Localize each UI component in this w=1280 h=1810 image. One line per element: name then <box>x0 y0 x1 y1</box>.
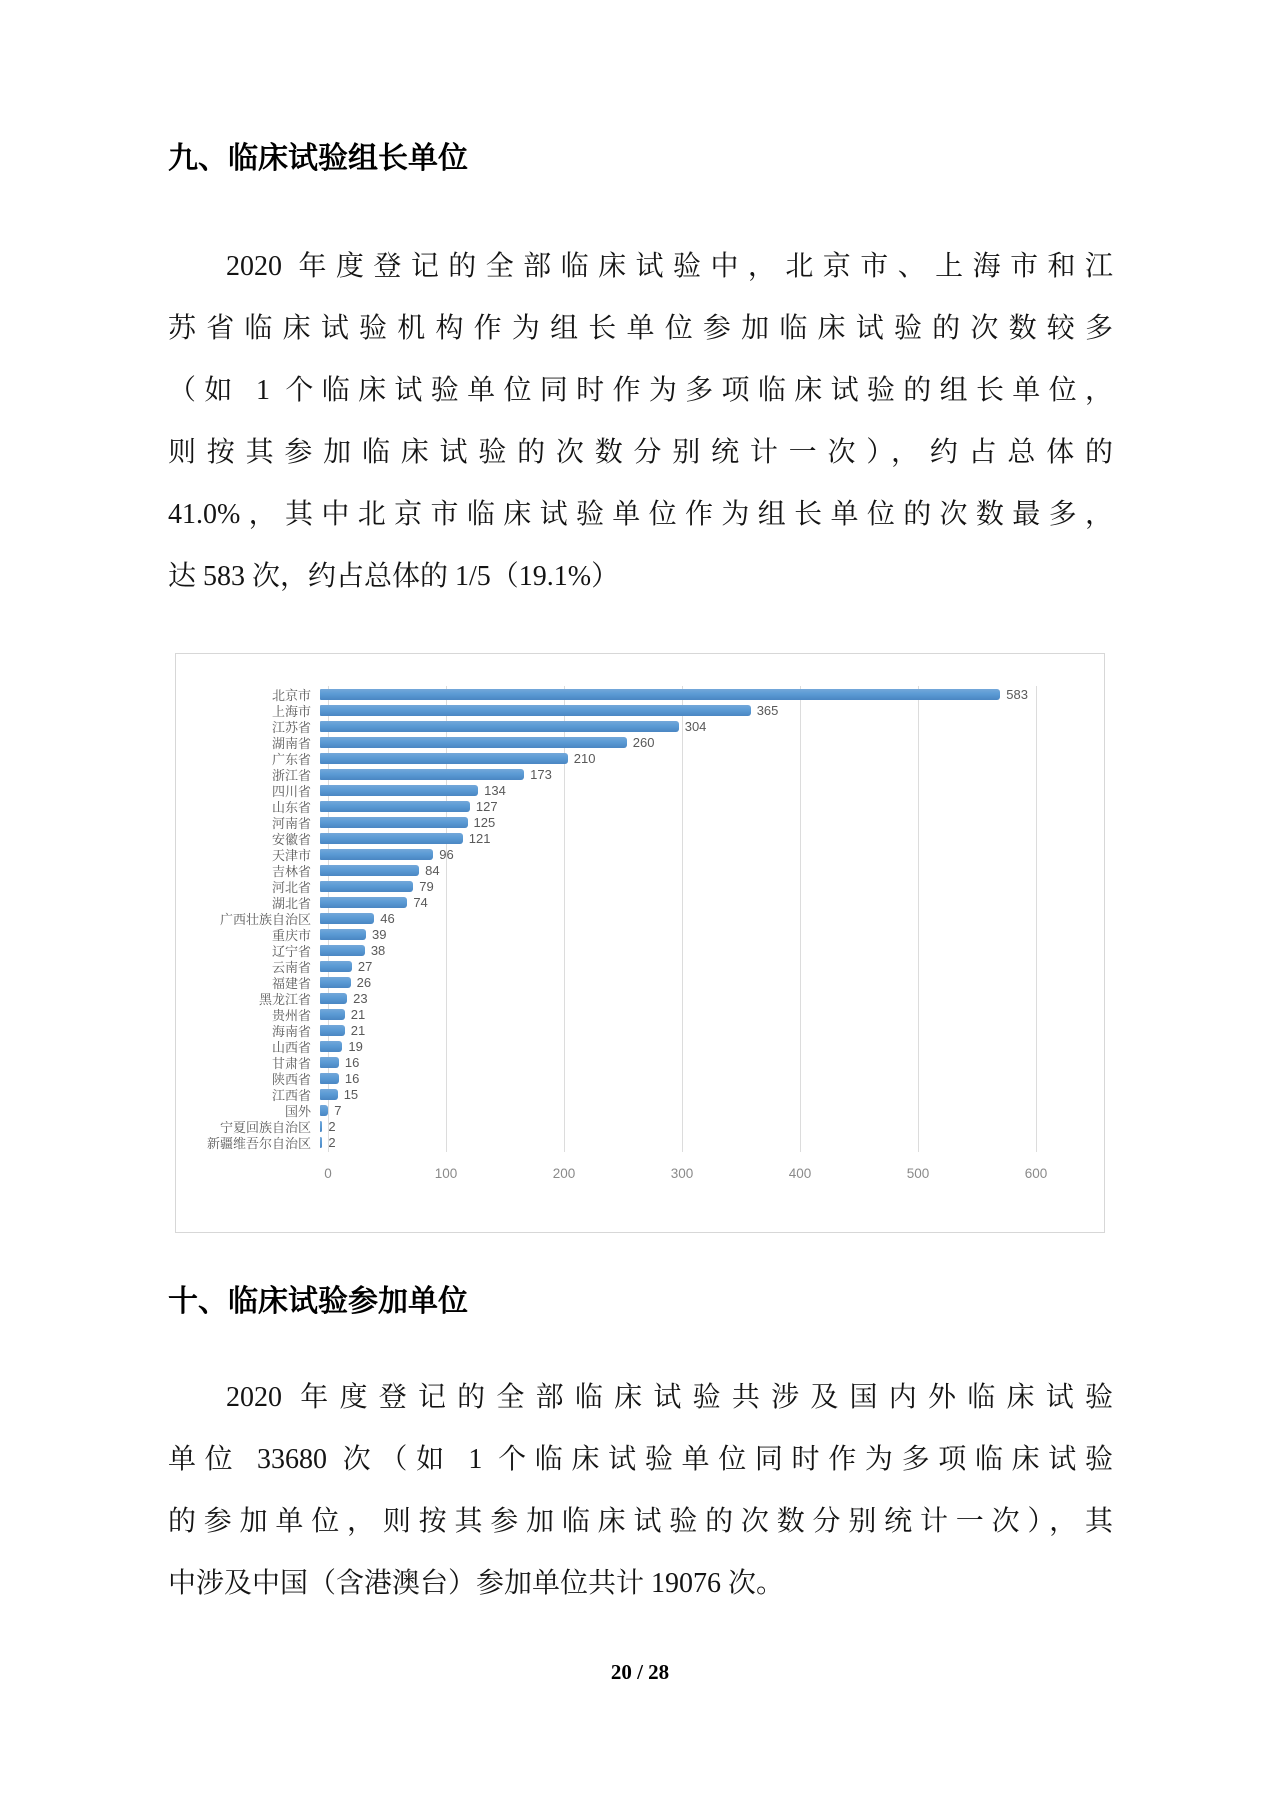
section-10-paragraph <box>168 1367 1113 1615</box>
category-label: 浙江省 <box>271 767 311 783</box>
category-label: 湖北省 <box>271 895 311 911</box>
bar-track <box>320 1071 1028 1086</box>
value-label: 26 <box>356 974 372 990</box>
bar <box>320 737 627 748</box>
bar <box>320 689 1000 700</box>
value-label: 46 <box>380 910 395 926</box>
category-label: 北京市 <box>271 687 311 703</box>
category-label: 四川省 <box>271 783 311 799</box>
value-label: 127 <box>475 798 498 814</box>
bar-track <box>320 703 1028 718</box>
x-axis-tick-label: 400 <box>788 1166 812 1181</box>
value-label: 27 <box>357 958 373 974</box>
bar-track <box>320 1039 1028 1054</box>
category-label: 新疆维吾尔自治区 <box>206 1135 311 1151</box>
bar-track <box>320 815 1028 830</box>
bar-track <box>320 895 1028 910</box>
category-label: 江苏省 <box>271 719 311 735</box>
paragraph-line: （如 1 个临床试验单位同时作为多项临床试验的组长单位， <box>168 375 1113 406</box>
value-label: 15 <box>343 1086 359 1102</box>
bar <box>320 833 463 844</box>
section-10-heading: 十、临床试验参加单位 <box>168 1285 468 1318</box>
category-label: 江西省 <box>271 1087 311 1103</box>
bar <box>320 721 679 732</box>
bar <box>320 849 433 860</box>
bar <box>320 977 351 988</box>
chart-rows <box>176 686 1104 1150</box>
bar <box>320 865 419 876</box>
value-label: 84 <box>425 862 440 878</box>
bar <box>320 785 478 796</box>
bar <box>320 913 374 924</box>
bar-track <box>320 767 1028 782</box>
paragraph-line: 则按其参加临床试验的次数分别统计一次），约占总体的 <box>168 437 1113 468</box>
bar <box>320 769 524 780</box>
category-label: 辽宁省 <box>271 943 311 959</box>
bar-track <box>320 943 1028 958</box>
leader-units-bar-chart <box>175 653 1105 1233</box>
bar <box>320 881 413 892</box>
bar <box>320 1057 339 1068</box>
category-label: 河南省 <box>271 815 311 831</box>
bar <box>320 929 366 940</box>
category-label: 甘肃省 <box>271 1055 311 1071</box>
bar <box>320 1105 328 1116</box>
section-9-paragraph <box>168 236 1113 608</box>
bar-track <box>320 783 1028 798</box>
x-axis-tick-label: 600 <box>1024 1166 1048 1181</box>
value-label: 23 <box>353 990 368 1006</box>
category-label: 湖南省 <box>271 735 311 751</box>
category-label: 福建省 <box>271 975 311 991</box>
value-label: 210 <box>573 750 596 766</box>
bar <box>320 993 347 1004</box>
bar-track <box>320 735 1028 750</box>
x-axis-tick-label: 100 <box>434 1166 458 1181</box>
value-label: 2 <box>328 1134 336 1150</box>
bar-track <box>320 751 1028 766</box>
value-label: 21 <box>350 1006 366 1022</box>
bar-track <box>320 911 1028 926</box>
bar <box>320 945 365 956</box>
x-axis-tick-label: 0 <box>324 1166 332 1181</box>
category-label: 宁夏回族自治区 <box>219 1119 311 1135</box>
bar-track <box>320 975 1028 990</box>
bar-track <box>320 847 1028 862</box>
x-axis-tick-label: 500 <box>906 1166 930 1181</box>
chart-bar-row <box>176 1134 1104 1150</box>
category-label: 贵州省 <box>271 1007 311 1023</box>
bar <box>320 1137 322 1148</box>
value-label: 125 <box>473 814 496 830</box>
bar <box>320 961 352 972</box>
paragraph-line: 2020 年度登记的全部临床试验共涉及国内外临床试验 <box>226 1382 1113 1413</box>
value-label: 74 <box>413 894 428 910</box>
bar-track <box>320 1135 1028 1150</box>
category-label: 安徽省 <box>271 831 311 847</box>
category-label: 河北省 <box>271 879 311 895</box>
bar-track <box>320 927 1028 942</box>
bar-track <box>320 687 1028 702</box>
value-label: 19 <box>348 1038 363 1054</box>
bar-track <box>320 1087 1028 1102</box>
bar <box>320 897 407 908</box>
category-label: 重庆市 <box>271 927 311 943</box>
value-label: 7 <box>334 1102 342 1118</box>
page-number: 20 / 28 <box>610 1660 670 1684</box>
value-label: 173 <box>530 766 552 782</box>
value-label: 260 <box>632 734 655 750</box>
paragraph-line: 2020 年度登记的全部临床试验中，北京市、上海市和江 <box>226 251 1113 282</box>
category-label: 广西壮族自治区 <box>219 911 311 927</box>
bar <box>320 1121 322 1132</box>
x-axis-tick-label: 200 <box>552 1166 576 1181</box>
bar <box>320 753 568 764</box>
bar-track <box>320 1103 1028 1118</box>
value-label: 38 <box>370 942 386 958</box>
value-label: 16 <box>344 1070 360 1086</box>
category-label: 山西省 <box>271 1039 311 1055</box>
category-label: 山东省 <box>271 799 311 815</box>
bar-track <box>320 799 1028 814</box>
paragraph-line: 41.0%，其中北京市临床试验单位作为组长单位的次数最多， <box>168 499 1113 530</box>
bar-track <box>320 1023 1028 1038</box>
paragraph-line: 苏省临床试验机构作为组长单位参加临床试验的次数较多 <box>168 313 1113 344</box>
category-label: 国外 <box>284 1103 311 1119</box>
bar-track <box>320 1119 1028 1134</box>
bar <box>320 801 470 812</box>
bar-track <box>320 863 1028 878</box>
bar-track <box>320 1007 1028 1022</box>
bar-track <box>320 719 1028 734</box>
x-axis-tick-label: 300 <box>670 1166 694 1181</box>
paragraph-line: 单位 33680 次（如 1 个临床试验单位同时作为多项临床试验 <box>168 1444 1113 1475</box>
category-label: 天津市 <box>271 847 311 863</box>
category-label: 陕西省 <box>271 1071 311 1087</box>
value-label: 21 <box>350 1022 366 1038</box>
bar-track <box>320 959 1028 974</box>
bar-track <box>320 831 1028 846</box>
value-label: 134 <box>484 782 506 798</box>
bar <box>320 1025 345 1036</box>
category-label: 吉林省 <box>271 863 311 879</box>
bar-track <box>320 991 1028 1006</box>
value-label: 16 <box>344 1054 360 1070</box>
bar <box>320 1009 345 1020</box>
category-label: 云南省 <box>271 959 311 975</box>
paragraph-line: 中涉及中国（含港澳台）参加单位共计 19076 次。 <box>168 1568 785 1599</box>
bar <box>320 705 751 716</box>
value-label: 583 <box>1006 686 1028 702</box>
category-label: 海南省 <box>271 1023 311 1039</box>
section-9-heading: 九、临床试验组长单位 <box>168 142 468 175</box>
value-label: 304 <box>684 718 707 734</box>
category-label: 上海市 <box>271 703 311 719</box>
chart-x-axis <box>324 1166 1048 1188</box>
value-label: 365 <box>756 702 779 718</box>
category-label: 广东省 <box>271 751 311 767</box>
value-label: 39 <box>372 926 387 942</box>
paragraph-line: 达 583 次，约占总体的 1/5（19.1%） <box>168 561 620 592</box>
value-label: 96 <box>439 846 454 862</box>
bar <box>320 1041 342 1052</box>
paragraph-line: 的参加单位，则按其参加临床试验的次数分别统计一次），其 <box>168 1506 1113 1537</box>
bar <box>320 1073 339 1084</box>
bar <box>320 1089 338 1100</box>
value-label: 121 <box>468 830 491 846</box>
bar-track <box>320 879 1028 894</box>
value-label: 2 <box>328 1118 336 1134</box>
category-label: 黑龙江省 <box>258 991 311 1007</box>
bar <box>320 817 468 828</box>
value-label: 79 <box>419 878 434 894</box>
bar-track <box>320 1055 1028 1070</box>
